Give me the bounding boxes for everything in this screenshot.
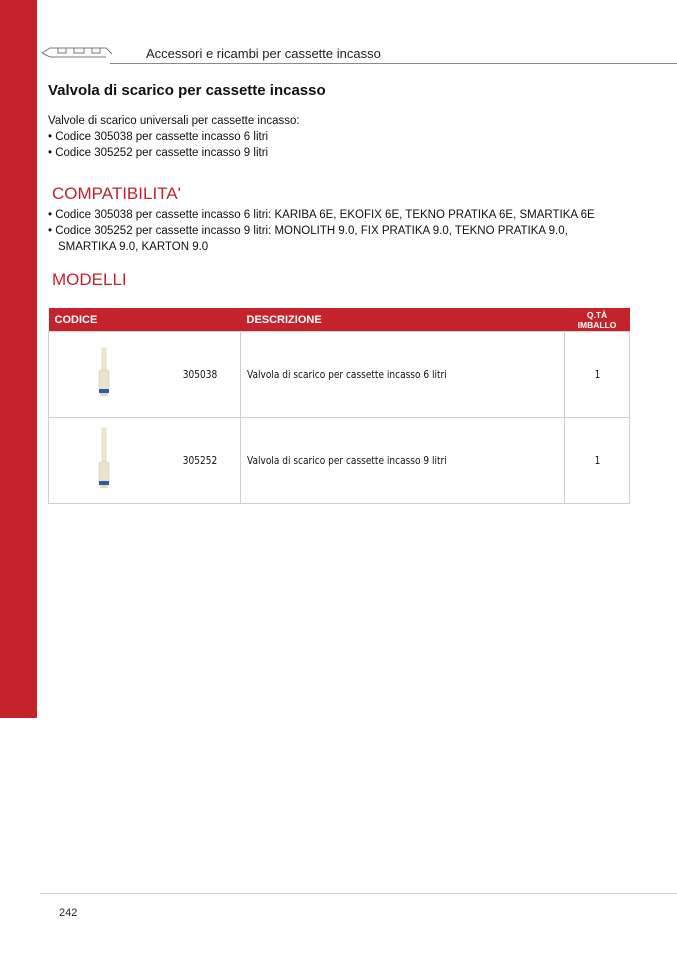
product-image-cell [49, 332, 161, 418]
models-heading: MODELLI [52, 270, 127, 289]
header-rule [110, 63, 677, 64]
col-header-codice: CODICE [49, 308, 241, 332]
page-header [40, 42, 677, 66]
product-code [160, 332, 241, 418]
product-quantity-text: 1 [594, 368, 600, 381]
product-description [241, 418, 565, 504]
product-code-text: 305252 [182, 454, 218, 467]
header-ornament-icon [40, 44, 114, 62]
compatibility-item: • Codice 305252 per cassette incasso 9 litri: MONOLITH 9.0, FIX PRATIKA 9.0, TEKNO PRATIKA 9.0, [48, 225, 568, 237]
col-header-qta-line1: Q.TÀ [586, 309, 608, 320]
table-row [49, 418, 630, 504]
compatibility-heading: COMPATIBILITA' [52, 184, 181, 203]
compatibility-list [48, 207, 648, 255]
product-description-text: Valvola di scarico per cassette incasso 9 litri [247, 454, 447, 467]
product-code [160, 418, 241, 504]
product-image-cell [49, 418, 161, 504]
flush-valve-tall-icon [49, 418, 160, 500]
product-quantity-text: 1 [594, 454, 600, 467]
side-color-band [0, 0, 37, 718]
product-description-text: Valvola di scarico per cassette incasso 6 litri [247, 368, 447, 381]
intro-bullet: • Codice 305252 per cassette incasso 9 litri [48, 147, 269, 159]
flush-valve-short-icon [49, 332, 160, 414]
models-table [48, 308, 630, 504]
col-header-qta-line2: IMBALLO [577, 319, 617, 330]
compatibility-item: • Codice 305038 per cassette incasso 6 litri: KARIBA 6E, EKOFIX 6E, TEKNO PRATIKA 6E, SMARTIKA 6E [48, 209, 595, 221]
table-row [49, 332, 630, 418]
product-intro [48, 113, 300, 161]
intro-bullet: • Codice 305038 per cassette incasso 6 litri [48, 131, 269, 143]
col-header-descrizione: DESCRIZIONE [241, 308, 565, 332]
intro-line: Valvole di scarico universali per cassette incasso: [48, 115, 300, 127]
product-description [241, 332, 565, 418]
compatibility-item-continued: SMARTIKA 9.0, KARTON 9.0 [58, 241, 209, 253]
product-quantity [565, 418, 630, 504]
footer-rule [40, 893, 677, 894]
col-header-qta [565, 308, 630, 332]
product-title: Valvola di scarico per cassette incasso [48, 82, 326, 99]
table-header-row [49, 308, 630, 332]
product-code-text: 305038 [182, 368, 218, 381]
header-title: Accessori e ricambi per cassette incasso [146, 46, 381, 61]
page-number: 242 [59, 907, 78, 919]
product-quantity [565, 332, 630, 418]
